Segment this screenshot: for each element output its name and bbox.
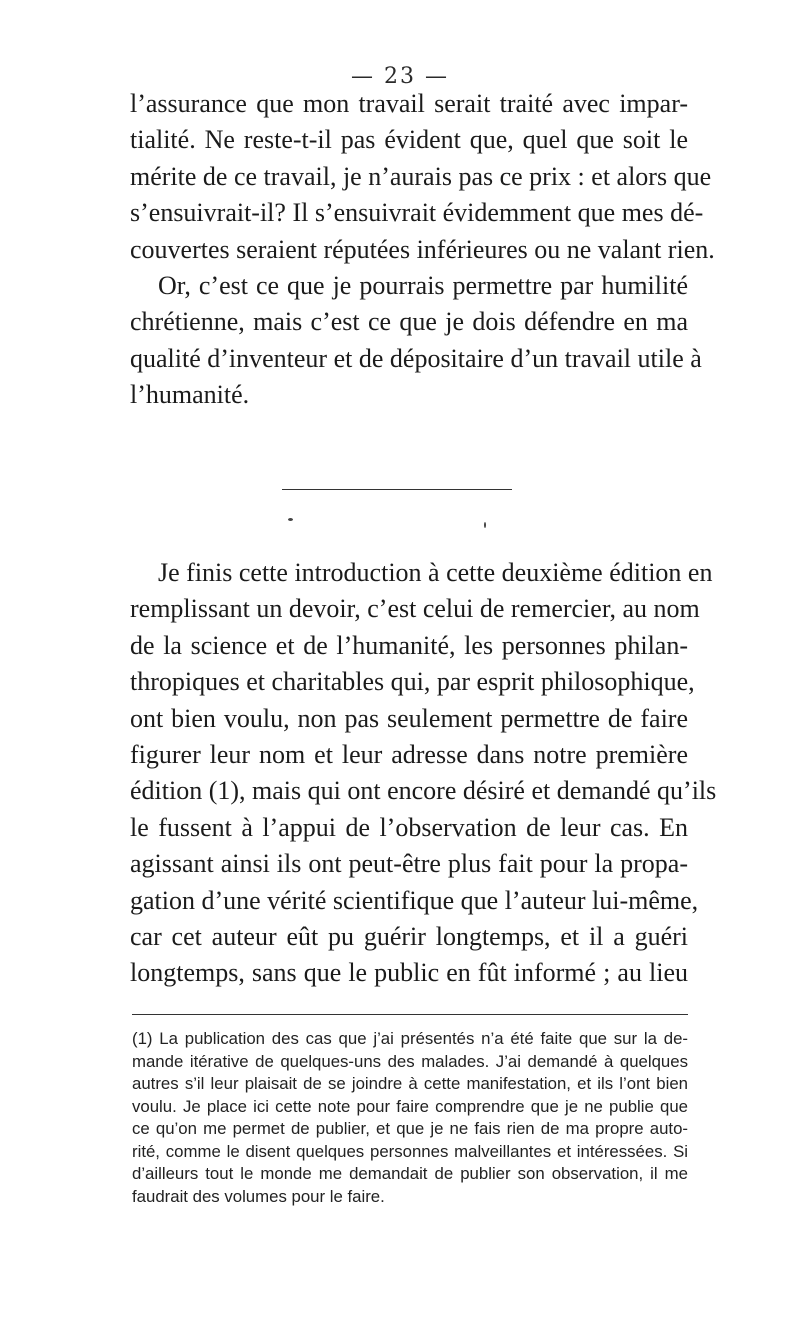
- text-line: s’ensuivrait-il? Il s’ensuivrait évidemment que mes dé-: [130, 198, 704, 228]
- footnote-line: voulu. Je place ici cette note pour faire comprendre que je ne publie que: [132, 1096, 688, 1116]
- ink-speck: [288, 518, 293, 521]
- text-line: thropiques et charitables qui, par esprit philosophique,: [130, 667, 695, 697]
- text-line: couvertes seraient réputées inférieures ou ne valant rien.: [130, 234, 715, 264]
- text-line: l’assurance que mon travail serait traité avec impar-: [130, 89, 688, 118]
- text-line: Or, c’est ce que je pourrais permettre par humilité: [158, 271, 688, 301]
- footnote-line: rité, comme le disent quelques personnes malveillantes et intéressées. Si: [132, 1141, 688, 1161]
- text-line: figurer leur nom et leur adresse dans notre première: [130, 740, 688, 770]
- ink-speck: [484, 522, 486, 528]
- footnote: [132, 1028, 688, 1208]
- text-line: chrétienne, mais c’est ce que je dois défendre en ma: [130, 307, 688, 337]
- text-line: l’humanité.: [130, 380, 250, 410]
- footnote-line: mande itérative de quelques-uns des malades. J’ai demandé à quelques: [132, 1051, 688, 1071]
- footnote-line: d’ailleurs tout le monde me demandait de publier son observation, il me: [132, 1164, 688, 1183]
- page-number: — 23 —: [351, 64, 449, 89]
- footnote-line: (1) La publication des cas que j’ai présentés n’a été faite que sur la de-: [132, 1029, 688, 1048]
- footnote-line: autres s’il leur plaisait de se joindre à cette manifestation, et ils l’ont bien: [132, 1074, 688, 1093]
- text-line: le fussent à l’appui de l’observation de leur cas. En: [130, 812, 688, 842]
- text-line: car cet auteur eût pu guérir longtemps, et il a guéri: [130, 922, 688, 952]
- text-line: qualité d’inventeur et de dépositaire d’un travail utile à: [130, 343, 702, 373]
- paragraph-continued: [130, 86, 715, 414]
- text-line: de la science et de l’humanité, les personnes philan-: [130, 630, 688, 660]
- footnote-line: ce qu’on me permet de publier, et que je ne fais rien de ma propre auto-: [132, 1119, 688, 1138]
- text-line: remplissant un devoir, c’est celui de remercier, au nom: [130, 594, 700, 624]
- text-line: ont bien voulu, non pas seulement permettre de faire: [130, 703, 688, 733]
- footnote-divider: [132, 1014, 688, 1015]
- text-line: édition (1), mais qui ont encore désiré et demandé qu’ils: [130, 776, 717, 806]
- text-line: agissant ainsi ils ont peut-être plus fait pour la propa-: [130, 849, 688, 879]
- text-line: tialité. Ne reste-t-il pas évident que, quel que soit le: [130, 125, 688, 155]
- text-line: Je finis cette introduction à cette deuxième édition en: [158, 558, 713, 587]
- text-line: mérite de ce travail, je n’aurais pas ce prix : et alors que: [130, 161, 712, 191]
- footnote-line: faudrait des volumes pour le faire.: [132, 1186, 385, 1206]
- text-line: longtemps, sans que le public en fût informé ; au lieu: [130, 958, 688, 988]
- text-line: gation d’une vérité scientifique que l’auteur lui-même,: [130, 885, 699, 915]
- paragraph-acknowledgements: [130, 555, 717, 992]
- section-divider: [282, 489, 512, 490]
